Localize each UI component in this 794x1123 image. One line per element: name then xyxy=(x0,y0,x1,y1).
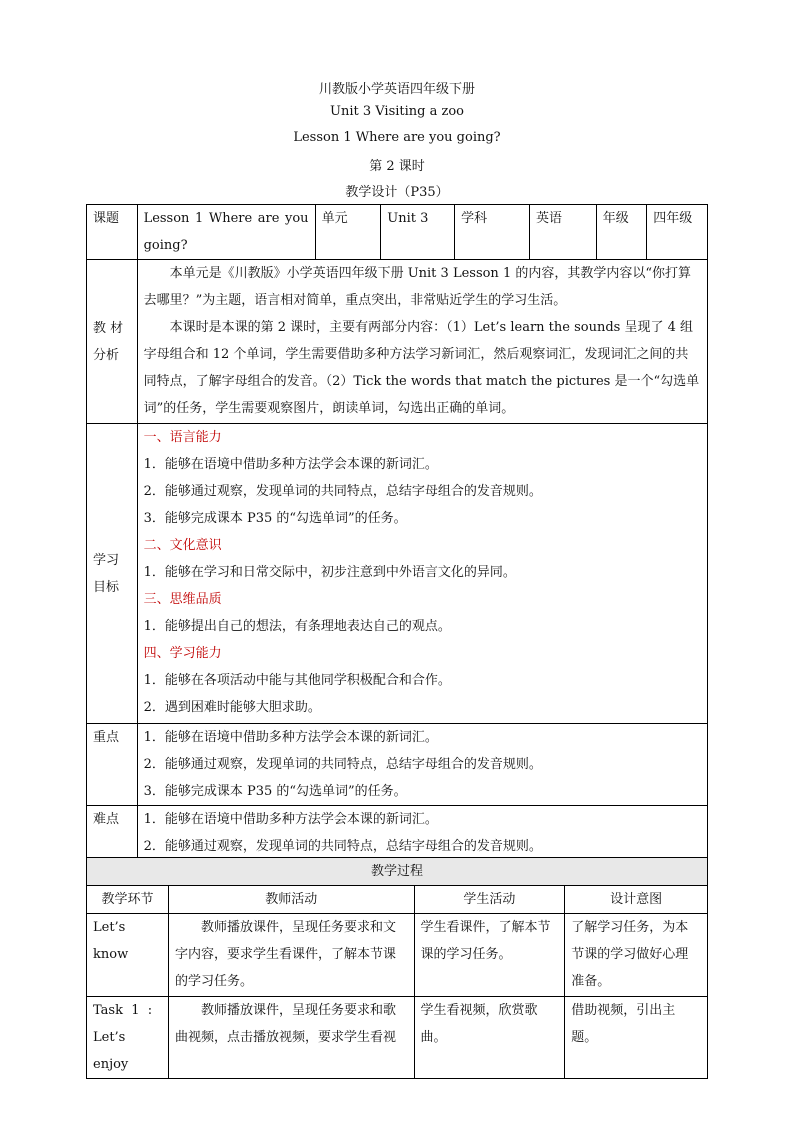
info-row xyxy=(87,205,708,260)
objectives-label-2: 目标 xyxy=(93,579,120,595)
objective-item: 1．能够在学习和日常交际中，初步注意到中外语言文化的异同。 xyxy=(143,565,516,580)
process-stage: Let’s know xyxy=(87,914,169,997)
process-header-stage: 教学环节 xyxy=(87,886,169,914)
subject-label: 学科 xyxy=(455,205,530,260)
process-student-activity: 学生看课件，了解本节课的学习任务。 xyxy=(414,914,565,997)
process-title: 教学过程 xyxy=(87,858,708,886)
objective-section-title: 三、思维品质 xyxy=(143,592,222,607)
process-stage-line-1: Task 1 : xyxy=(93,1003,153,1018)
process-title-row xyxy=(87,858,708,886)
subject-value: 英语 xyxy=(529,205,596,260)
process-teacher-activity: 教师播放课件，呈现任务要求和文字内容，要求学生看课件，了解本节课的学习任务。 xyxy=(174,920,396,989)
unit-label: 单元 xyxy=(315,205,381,260)
process-teacher-activity: 教师播放课件，呈现任务要求和歌曲视频，点击播放视频，要求学生看视 xyxy=(174,1003,396,1045)
process-student-activity: 学生看视频，欣赏歌曲。 xyxy=(414,997,565,1079)
difficulties-row xyxy=(87,806,708,862)
grade-label: 年级 xyxy=(596,205,647,260)
objectives-label-1: 学习 xyxy=(93,552,120,568)
doc-title-line4: 第 2 课时 xyxy=(369,159,425,174)
doc-title-line3: Lesson 1 Where are you going? xyxy=(293,130,501,145)
key-point-item: 3．能够完成课本 P35 的“勾选单词”的任务。 xyxy=(143,784,407,799)
objective-item: 2．遇到困难时能够大胆求助。 xyxy=(143,700,321,715)
objective-item: 3．能够完成课本 P35 的“勾选单词”的任务。 xyxy=(143,511,407,526)
process-row xyxy=(87,914,708,997)
difficulty-item: 2．能够通过观察，发现单词的共同特点，总结字母组合的发音规则。 xyxy=(143,839,542,854)
analysis-label-2: 分析 xyxy=(93,347,120,363)
process-header-intent: 设计意图 xyxy=(565,886,708,914)
analysis-label-1: 教 材 xyxy=(93,320,124,336)
topic-label: 课题 xyxy=(87,205,138,260)
process-header-teacher: 教师活动 xyxy=(168,886,414,914)
process-header-student: 学生活动 xyxy=(414,886,565,914)
objective-item: 1．能够提出自己的想法，有条理地表达自己的观点。 xyxy=(143,619,451,634)
process-header-row xyxy=(87,886,708,914)
doc-title-line2: Unit 3 Visiting a zoo xyxy=(330,104,464,119)
process-design-intent: 了解学习任务，为本节课的学习做好心理准备。 xyxy=(565,914,708,997)
objective-section-title: 一、语言能力 xyxy=(143,430,222,445)
objective-item: 1．能够在语境中借助多种方法学会本课的新词汇。 xyxy=(143,457,438,472)
key-point-item: 1．能够在语境中借助多种方法学会本课的新词汇。 xyxy=(143,730,438,745)
process-design-intent: 借助视频，引出主题。 xyxy=(565,997,708,1079)
topic-value: Lesson 1 Where are you going? xyxy=(137,205,315,260)
key-points-row xyxy=(87,724,708,806)
objectives-row xyxy=(87,424,708,724)
unit-value: Unit 3 xyxy=(381,205,455,260)
key-points-label: 重点 xyxy=(87,724,138,806)
objective-section-title: 四、学习能力 xyxy=(143,646,222,661)
analysis-para-2: 本课时是本课的第 2 课时，主要有两部分内容：（1）Let’s learn the sounds 呈现了 4 组字母组合和 12 个单词，学生需要借助多种方法学习新词汇，然后观察词汇，发现词汇之间的共同特点，了解字母组合的发音。（2）Tick the words that match the pictures 是一个“勾选单词”的任务，学生需要观察图片，朗读单词，勾选出正确的单词。 xyxy=(143,320,700,416)
analysis-para-1: 本单元是《川教版》小学英语四年级下册 Unit 3 Lesson 1 的内容，其教学内容以“你打算去哪里？”为主题，语言相对简单，重点突出，非常贴近学生的学习生活。 xyxy=(143,266,691,308)
grade-value: 四年级 xyxy=(647,205,708,260)
difficulty-item: 1．能够在语境中借助多种方法学会本课的新词汇。 xyxy=(143,812,438,827)
process-row xyxy=(87,997,708,1079)
analysis-row xyxy=(87,260,708,424)
process-table xyxy=(86,857,708,1079)
process-stage-line-2: Let’s enjoy xyxy=(93,1030,129,1072)
key-point-item: 2．能够通过观察，发现单词的共同特点，总结字母组合的发音规则。 xyxy=(143,757,542,772)
difficulties-label: 难点 xyxy=(87,806,138,862)
doc-title-line1: 川教版小学英语四年级下册 xyxy=(318,82,475,97)
design-table xyxy=(86,204,708,862)
objective-item: 2．能够通过观察，发现单词的共同特点，总结字母组合的发音规则。 xyxy=(143,484,542,499)
doc-title-line5: 教学设计（P35） xyxy=(345,185,449,200)
objective-section-title: 二、文化意识 xyxy=(143,538,222,553)
objective-item: 1．能够在各项活动中能与其他同学积极配合和合作。 xyxy=(143,673,451,688)
